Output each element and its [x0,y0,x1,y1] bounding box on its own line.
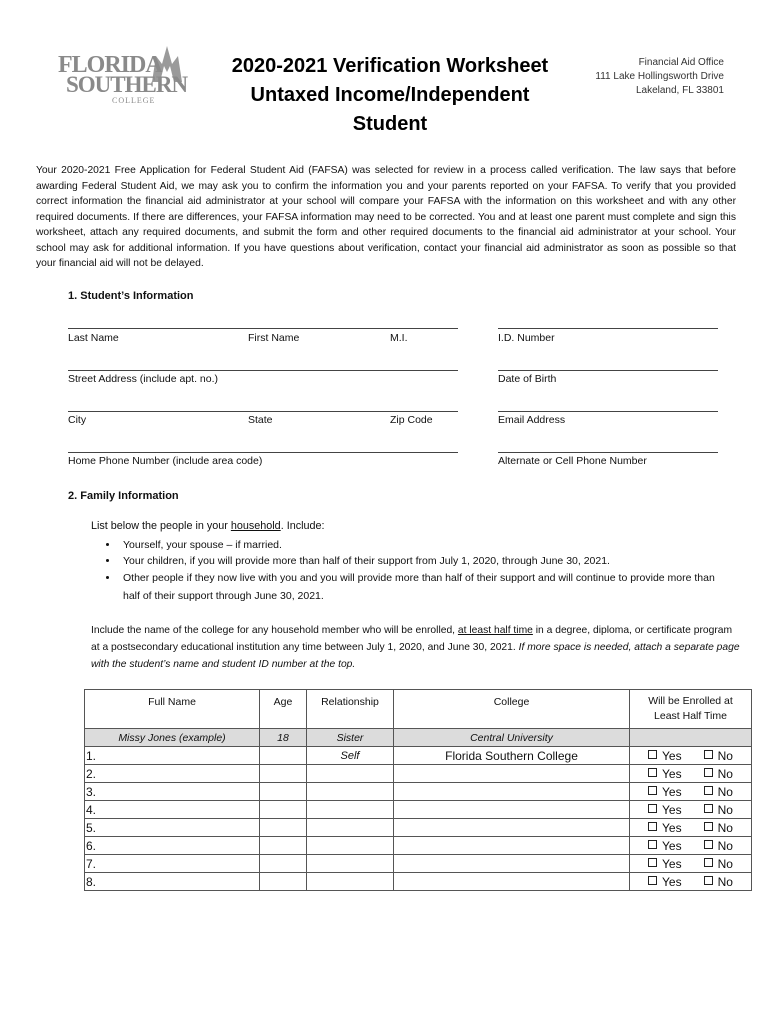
row-enrolled-cell [630,873,752,891]
include-pre: Include the name of the college for any household member who will be enrolled, [91,625,458,636]
line-home-phone[interactable] [68,452,458,453]
row-name-cell[interactable] [85,747,260,765]
example-college: Central University [394,729,630,747]
row-age-cell[interactable] [260,765,307,783]
checkbox-icon [648,768,657,777]
row-college-cell[interactable] [394,855,630,873]
label-dob: Date of Birth [498,373,557,385]
row-number: 7. [86,856,97,871]
row-relationship-cell[interactable] [307,819,394,837]
table-row [85,747,752,765]
row-college-cell[interactable] [394,801,630,819]
label-home-phone: Home Phone Number (include area code) [68,455,263,467]
row-name-cell[interactable] [85,765,260,783]
line-city[interactable] [68,411,458,412]
row-name-cell[interactable] [85,837,260,855]
family-table [84,689,752,891]
line-dob[interactable] [498,370,718,371]
row-name-cell[interactable] [85,855,260,873]
yes-label: Yes [662,784,682,799]
checkbox-icon [648,750,657,759]
no-label: No [717,748,733,763]
header-full-name: Full Name [85,690,260,729]
example-age: 18 [260,729,307,747]
example-enrolled [630,729,752,747]
yes-label: Yes [662,766,682,781]
row-number: 3. [86,784,97,799]
no-label: No [717,802,733,817]
yes-checkbox[interactable] [648,785,682,799]
table-row-example [85,729,752,747]
row-number: 6. [86,838,97,853]
header-relationship: Relationship [307,690,394,729]
row-age-cell[interactable] [260,747,307,765]
table-row [85,819,752,837]
line-street[interactable] [68,370,458,371]
household-intro-post: . Include: [280,520,325,532]
label-alt-phone: Alternate or Cell Phone Number [498,455,647,467]
row-college-cell[interactable] [394,747,630,765]
yes-checkbox[interactable] [648,821,682,835]
title-line-1: 2020-2021 Verification Worksheet [231,55,549,77]
line-id[interactable] [498,328,718,329]
row-college-cell[interactable] [394,765,630,783]
row-number: 1. [86,748,97,763]
bullet-2: • Your children, if you will provide more than half of their support from July 1, 2020, through June 30, 2021. [119,553,721,569]
yes-checkbox[interactable] [648,839,682,853]
yes-checkbox[interactable] [648,857,682,871]
row-relationship: Self [340,749,360,762]
yes-label: Yes [662,802,682,817]
include-underlined: at least half time [457,625,533,636]
row-relationship-cell[interactable] [307,765,394,783]
yes-label: Yes [662,820,682,835]
checkbox-icon [704,804,713,813]
logo-line-1: FLORIDA [58,52,162,78]
row-relationship-cell[interactable] [307,747,394,765]
row-relationship-cell[interactable] [307,801,394,819]
include-post: in a degree, diploma, or certificate program at a postsecondary educational institution any time between July 1, 2020, and June 30, 2021. [91,625,733,653]
row-enrolled-cell [630,801,752,819]
row-relationship-cell[interactable] [307,837,394,855]
row-age-cell[interactable] [260,855,307,873]
checkbox-icon [648,804,657,813]
title-line-2: Untaxed Income/Independent [250,84,530,106]
no-checkbox[interactable] [704,767,733,781]
checkbox-icon [704,840,713,849]
checkbox-icon [648,858,657,867]
row-college-cell[interactable] [394,783,630,801]
household-intro-pre: List below the people in your [91,520,231,532]
no-label: No [717,874,733,889]
line-alt-phone[interactable] [498,452,718,453]
no-label: No [717,766,733,781]
row-name-cell[interactable] [85,873,260,891]
row-number: 8. [86,874,97,889]
include-italic: If more space is needed, attach a separate page with the student’s name and student ID number at the top. [91,642,740,670]
table-row [85,801,752,819]
logo-line-3: COLLEGE [112,96,156,105]
example-name: Missy Jones (example) [85,729,260,747]
office-name: Financial Aid Office [638,57,724,68]
checkbox-icon [704,822,713,831]
no-label: No [717,820,733,835]
bullet-1: • Yourself, your spouse – if married. [119,537,721,553]
row-number: 2. [86,766,97,781]
yes-label: Yes [662,856,682,871]
no-checkbox[interactable] [704,857,733,871]
label-email: Email Address [498,414,566,426]
no-label: No [717,856,733,871]
label-zip: Zip Code [390,414,433,426]
row-age-cell[interactable] [260,837,307,855]
no-checkbox[interactable] [704,821,733,835]
household-intro [91,518,325,535]
no-checkbox[interactable] [704,803,733,817]
checkbox-icon [704,858,713,867]
yes-checkbox[interactable] [648,767,682,781]
label-state: State [248,414,273,426]
label-street: Street Address (include apt. no.) [68,373,218,385]
yes-checkbox[interactable] [648,803,682,817]
row-enrolled-cell [630,747,752,765]
example-relationship: Sister [307,729,394,747]
checkbox-icon [704,750,713,759]
no-checkbox[interactable] [704,749,733,763]
office-street: 111 Lake Hollingsworth Drive [595,71,724,82]
section-1-heading: 1. Student’s Information [68,290,194,302]
table-row [85,783,752,801]
section-2-heading: 2. Family Information [68,490,179,502]
checkbox-icon [704,876,713,885]
row-relationship-cell[interactable] [307,783,394,801]
row-college: Florida Southern College [445,748,578,763]
row-enrolled-cell [630,837,752,855]
row-college-cell[interactable] [394,837,630,855]
row-college-cell[interactable] [394,819,630,837]
row-name-cell[interactable] [85,819,260,837]
row-relationship-cell[interactable] [307,873,394,891]
row-age-cell[interactable] [260,819,307,837]
row-college-cell[interactable] [394,873,630,891]
label-id-number: I.D. Number [498,332,555,344]
no-label: No [717,784,733,799]
row-enrolled-cell [630,783,752,801]
row-number: 5. [86,820,97,835]
header-age: Age [260,690,307,729]
row-age-cell[interactable] [260,801,307,819]
yes-checkbox[interactable] [648,749,682,763]
header-college: College [394,690,630,729]
checkbox-icon [648,876,657,885]
row-relationship-cell[interactable] [307,855,394,873]
checkbox-icon [648,840,657,849]
college-logo [58,44,193,106]
logo-line-2: SOUTHERN [66,72,188,97]
checkbox-icon [648,786,657,795]
office-city: Lakeland, FL 33801 [635,85,724,96]
yes-label: Yes [662,838,682,853]
no-checkbox[interactable] [704,875,733,889]
checkbox-icon [704,786,713,795]
table-row [85,765,752,783]
yes-label: Yes [662,748,682,763]
row-name-cell[interactable] [85,783,260,801]
label-first-name: First Name [248,332,300,344]
row-enrolled-cell [630,855,752,873]
row-age-cell[interactable] [260,783,307,801]
table-row [85,873,752,891]
office-address [560,56,724,98]
checkbox-icon [648,822,657,831]
household-link: household [230,520,281,532]
table-row [85,837,752,855]
title-line-3: Student [352,113,428,135]
no-label: No [717,838,733,853]
row-age-cell[interactable] [260,873,307,891]
no-checkbox[interactable] [704,839,733,853]
household-bullets [91,537,721,605]
page-title [205,52,575,139]
table-row [85,855,752,873]
label-city: City [68,414,87,426]
table-header-row [85,690,752,729]
no-checkbox[interactable] [704,785,733,799]
yes-checkbox[interactable] [648,875,682,889]
row-enrolled-cell [630,765,752,783]
label-last-name: Last Name [68,332,119,344]
bullet-3: • Other people if they now live with you and you will provide more than half of their support and will continue to provide more than half of their support through June 30, 2021. [119,569,721,605]
row-number: 4. [86,802,97,817]
row-enrolled-cell [630,819,752,837]
include-paragraph [91,622,741,673]
yes-label: Yes [662,874,682,889]
intro-paragraph: Your 2020-2021 Free Application for Federal Student Aid (FAFSA) was selected for review in a process called verification. The law says that before awarding Federal Student Aid, we may ask you to confirm the information you and your parents reported on your FAFSA. To verify that you provided correct information the financial aid administrator at your school will compare your FAFSA with the information on this worksheet and with any other required documents. If there are differences, your FAFSA information may need to be corrected. You and at least one parent must complete and sign this worksheet, attach any required documents, and submit the form and other required documents to the financial aid administrator at your school. Your school may ask for additional information. If you have questions about verification, contact your financial aid administrator as soon as possible so that your financial aid will not be delayed. [36,165,736,269]
line-name[interactable] [68,328,458,329]
line-email[interactable] [498,411,718,412]
header-enrolled: Will be Enrolled at Least Half Time [630,690,752,729]
label-mi: M.I. [390,332,408,344]
checkbox-icon [704,768,713,777]
row-name-cell[interactable] [85,801,260,819]
